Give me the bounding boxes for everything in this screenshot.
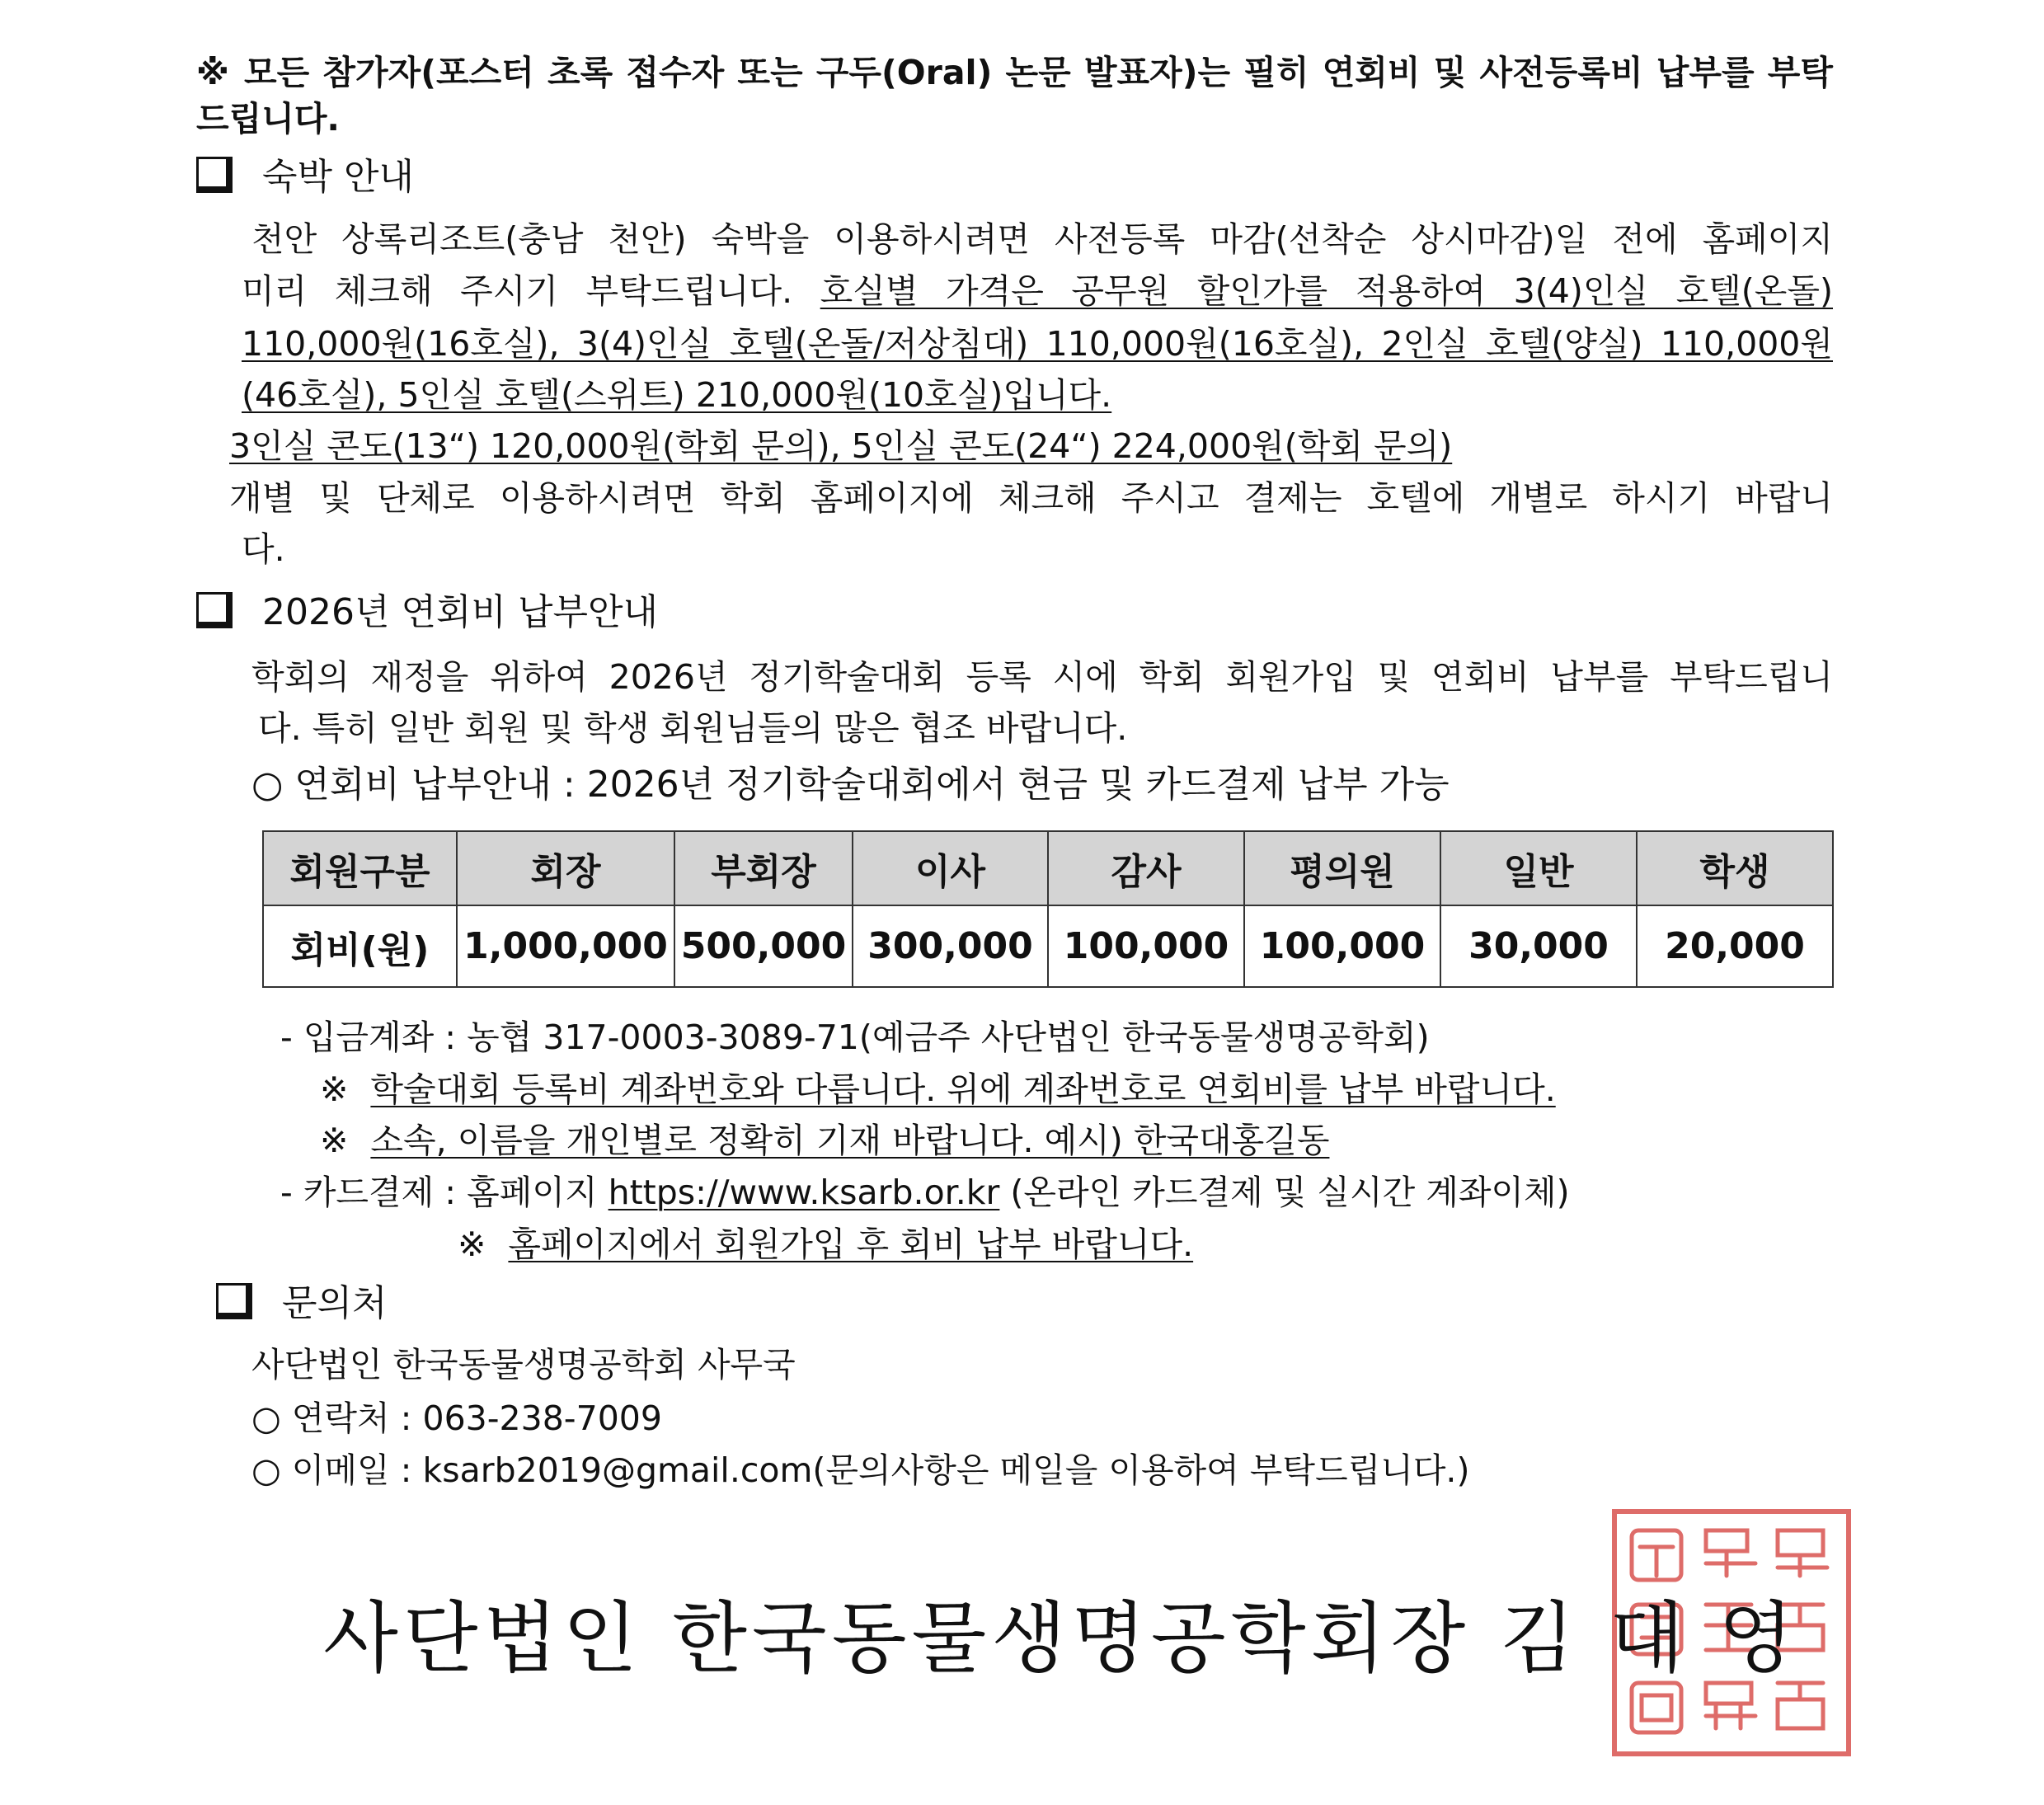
- lodging-line-1: 천안 상록리조트(충남 천안) 숙박을 이용하시려면 사전등록 마감(선착순 상시마감)일 전에 홈페이지: [251, 219, 1833, 259]
- dues-title: 2026년 연회비 납부안내: [262, 591, 658, 633]
- fee-cell: 회비(원): [263, 905, 457, 987]
- fee-header-cell: 부회장: [674, 831, 853, 905]
- account-line: - 입금계좌 : 농협 317-0003-3089-71(예금주 사단법인 한국동물생명공학회): [280, 1018, 1430, 1057]
- dues-line-2: 다. 특히 일반 회원 및 학생 회원님들의 많은 협조 바랍니다.: [258, 708, 1128, 748]
- lodging-title: 숙박 안내: [262, 156, 415, 198]
- contact-title: 문의처: [282, 1282, 388, 1324]
- contact-email: ○ 이메일 : ksarb2019@gmail.com(문의사항은 메일을 이용하여 부탁드립니다.): [251, 1450, 1470, 1490]
- lodging-line-5: 3인실 콘도(13“) 120,000원(학회 문의), 5인실 콘도(24“) 224,000원(학회 문의): [229, 426, 1453, 466]
- note-1: [320, 1066, 1556, 1112]
- fee-header-cell: 학생: [1637, 831, 1833, 905]
- contact-org: 사단법인 한국동물생명공학회 사무국: [251, 1345, 796, 1384]
- fee-cell: 30,000: [1440, 905, 1637, 987]
- note-3-text: 홈페이지에서 회원가입 후 회비 납부 바랍니다.: [508, 1224, 1194, 1264]
- lodging-line-3: 110,000원(16호실), 3(4)인실 호텔(온돌/저상침대) 110,000원(16호실), 2인실 호텔(양실) 110,000원: [242, 324, 1833, 364]
- fee-cell: 20,000: [1637, 905, 1833, 987]
- fee-cell: 1,000,000: [457, 905, 674, 987]
- note-mark: ※: [320, 1069, 349, 1109]
- card-prefix: - 카드결제 : 홈페이지: [280, 1173, 609, 1212]
- note-2-text: 소속, 이름을 개인별로 정확히 기재 바랍니다. 예시) 한국대홍길동: [370, 1121, 1330, 1160]
- lodging-line-4: (46호실), 5인실 호텔(스위트) 210,000원(10호실)입니다.: [242, 375, 1112, 415]
- notice-line-2: 드립니다.: [196, 99, 340, 139]
- fee-cell: 500,000: [674, 905, 853, 987]
- fee-header-cell: 감사: [1048, 831, 1244, 905]
- fee-cell: 100,000: [1244, 905, 1440, 987]
- homepage-link[interactable]: https://www.ksarb.or.kr: [608, 1173, 1000, 1212]
- section-checkbox-icon: [196, 157, 233, 193]
- note-2: [320, 1117, 1329, 1163]
- note-3: [458, 1221, 1193, 1267]
- fee-cell: 100,000: [1048, 905, 1244, 987]
- lodging-line-7: 다.: [242, 529, 285, 569]
- president-signature: 사단법인 한국동물생명공학회장 김 대 영: [323, 1594, 1799, 1684]
- card-line: [280, 1169, 1570, 1215]
- section-checkbox-icon: [216, 1283, 252, 1319]
- section-checkbox-icon: [196, 592, 233, 628]
- lodging-line-2: [242, 268, 1833, 314]
- lodging-line-2a: 미리 체크해 주시기 부탁드립니다.: [242, 271, 820, 311]
- note-mark: ※: [320, 1121, 349, 1160]
- fee-header-cell: 회장: [457, 831, 674, 905]
- contact-phone: ○ 연락처 : 063-238-7009: [251, 1398, 662, 1438]
- lodging-line-6: 개별 및 단체로 이용하시려면 학회 홈페이지에 체크해 주시고 결제는 호텔에 개별로 하시기 바랍니: [229, 478, 1833, 518]
- dues-line-1: 학회의 재정을 위하여 2026년 정기학술대회 등록 시에 학회 회원가입 및 연회비 납부를 부탁드립니: [251, 657, 1833, 697]
- card-suffix: (온라인 카드결제 및 실시간 계좌이체): [999, 1173, 1570, 1212]
- fee-cell: 300,000: [853, 905, 1048, 987]
- notice-line-1: ※ 모든 참가자(포스터 초록 접수자 또는 구두(Oral) 논문 발표자)는 필히 연회비 및 사전등록비 납부를 부탁: [196, 53, 1833, 92]
- fee-header-cell: 이사: [853, 831, 1048, 905]
- fee-header-cell: 일반: [1440, 831, 1637, 905]
- lodging-line-2b: 호실별 가격은 공무원 할인가를 적용하여 3(4)인실 호텔(온돌): [820, 271, 1833, 311]
- dues-line-3: ○ 연회비 납부안내 : 2026년 정기학술대회에서 현금 및 카드결제 납부 가능: [251, 764, 1450, 806]
- fee-table-header-row: [263, 831, 1833, 905]
- note-mark: ※: [458, 1224, 486, 1264]
- note-1-text: 학술대회 등록비 계좌번호와 다릅니다. 위에 계좌번호로 연회비를 납부 바랍니다.: [370, 1069, 1556, 1109]
- fee-table-row: [263, 905, 1833, 987]
- fee-header-cell: 회원구분: [263, 831, 457, 905]
- fee-table: [262, 830, 1834, 988]
- fee-header-cell: 평의원: [1244, 831, 1440, 905]
